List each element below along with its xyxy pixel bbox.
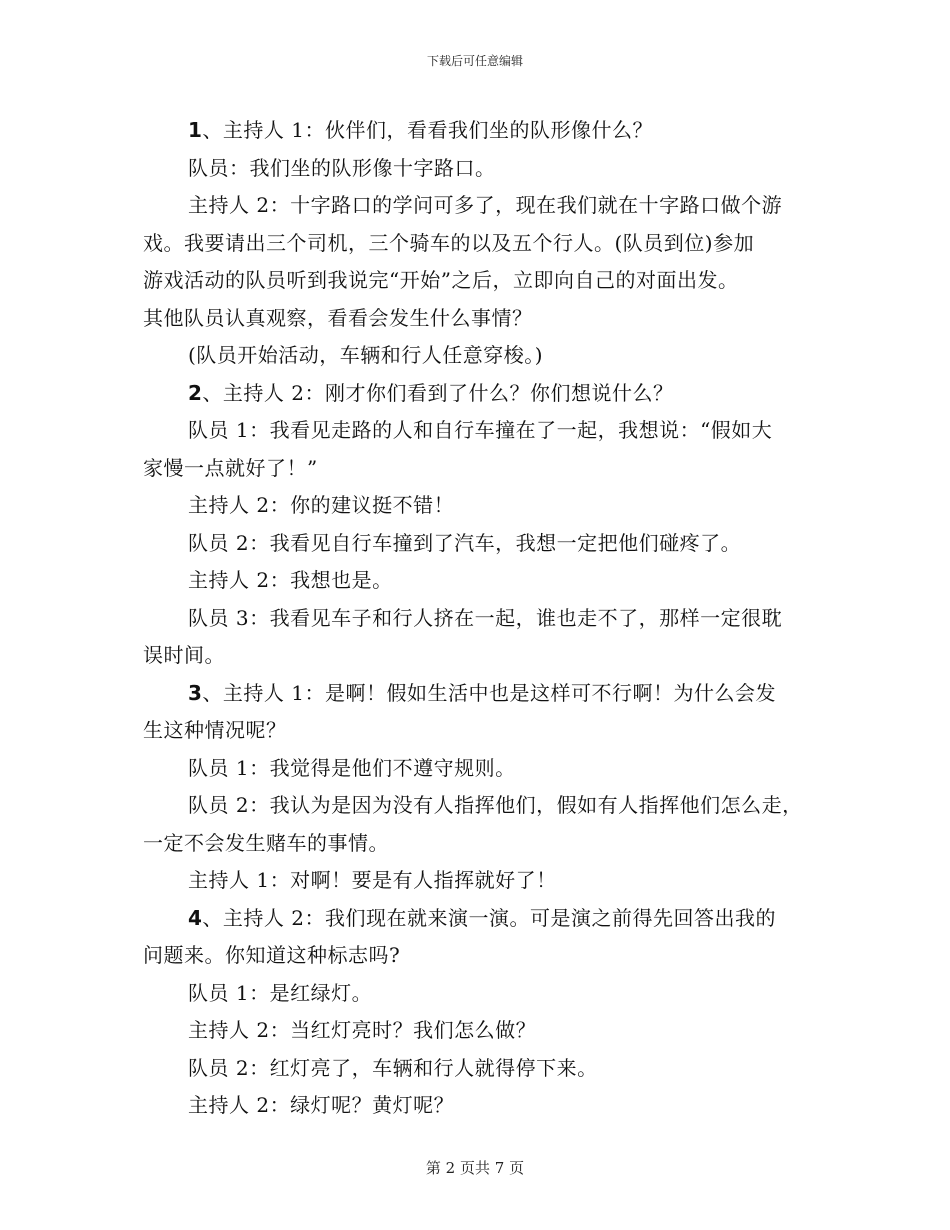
text-line <box>143 750 833 788</box>
text-line <box>143 1050 833 1088</box>
section-number: 2 <box>188 380 203 405</box>
text-line <box>143 637 833 675</box>
text-line <box>143 562 833 600</box>
line-text: 队员 1：我觉得是他们不遵守规则。 <box>188 755 516 780</box>
section-number: 4 <box>188 905 203 930</box>
line-text: 误时间。 <box>143 643 225 667</box>
text-line <box>143 487 833 525</box>
line-text: 、主持人 1：伙伴们，看看我们坐的队形像什么？ <box>202 118 654 142</box>
line-text: 队员：我们坐的队形像十字路口。 <box>188 155 496 180</box>
line-text: 游戏活动的队员听到我说完“开始”之后，立即向自己的对面出发。 <box>143 268 739 292</box>
text-line <box>143 187 833 225</box>
page-header: 下载后可任意编辑 <box>426 54 523 68</box>
line-text: 队员 1：是红绿灯。 <box>188 980 373 1005</box>
line-text: 队员 2：红灯亮了，车辆和行人就得停下来。 <box>188 1055 598 1080</box>
line-text: 、主持人 2：我们现在就来演一演。可是演之前得先回答出我的 <box>202 905 777 930</box>
text-line <box>143 937 833 975</box>
line-text: 家慢一点就好了！” <box>143 455 318 480</box>
text-line <box>143 675 833 713</box>
text-line <box>143 787 833 825</box>
text-line <box>143 862 833 900</box>
text-line <box>143 900 833 938</box>
text-line <box>143 262 833 300</box>
text-line <box>143 375 833 413</box>
text-line <box>143 712 833 750</box>
line-text: 、主持人 1：是啊！假如生活中也是这样可不行啊！为什么会发 <box>202 680 777 705</box>
text-line <box>143 412 833 450</box>
line-text: 问题来。你知道这种标志吗? <box>143 943 401 967</box>
text-line <box>143 1087 833 1125</box>
section-number: 1 <box>188 118 203 142</box>
line-text: 主持人 2：绿灯呢？黄灯呢？ <box>188 1093 455 1117</box>
section-number: 3 <box>188 680 203 705</box>
line-text: 主持人 2：十字路口的学问可多了，现在我们就在十字路口做个游 <box>188 193 783 217</box>
text-line <box>143 337 833 375</box>
line-text: 队员 3：我看见车子和行人挤在一起，谁也走不了，那样一定很耽 <box>188 605 783 630</box>
line-text: (队员开始活动，车辆和行人任意穿梭。) <box>188 343 544 367</box>
line-text: 主持人 2：我想也是。 <box>188 568 393 592</box>
text-line <box>143 150 833 188</box>
line-text: 、主持人 2：刚才你们看到了什么？你们想说什么？ <box>202 380 674 405</box>
text-line <box>143 450 833 488</box>
line-text: 主持人 1：对啊！要是有人指挥就好了！ <box>188 868 557 892</box>
text-line <box>143 975 833 1013</box>
line-text: 队员 2：我看见自行车撞到了汽车，我想一定把他们碰疼了。 <box>188 530 742 555</box>
line-text: 主持人 2：你的建议挺不错！ <box>188 493 455 517</box>
text-line <box>143 112 833 150</box>
text-line <box>143 225 833 263</box>
line-text: 一定不会发生赌车的事情。 <box>143 830 389 855</box>
line-text: 其他队员认真观察，看看会发生什么事情？ <box>143 305 533 330</box>
line-text: 戏。我要请出三个司机，三个骑车的以及五个行人。(队员到位)参加 <box>143 230 755 255</box>
line-text: 主持人 2：当红灯亮时？我们怎么做？ <box>188 1018 537 1042</box>
text-line <box>143 1012 833 1050</box>
page-footer: 第 2 页共 7 页 <box>425 1159 525 1177</box>
text-line <box>143 300 833 338</box>
text-line <box>143 600 833 638</box>
line-text: 队员 1：我看见走路的人和自行车撞在了一起，我想说：“假如大 <box>188 418 773 442</box>
line-text: 生这种情况呢？ <box>143 718 287 742</box>
line-text: 队员 2：我认为是因为没有人指挥他们，假如有人指挥他们怎么走， <box>188 793 803 817</box>
text-line <box>143 825 833 863</box>
text-line <box>143 525 833 563</box>
document-body <box>143 112 833 1125</box>
